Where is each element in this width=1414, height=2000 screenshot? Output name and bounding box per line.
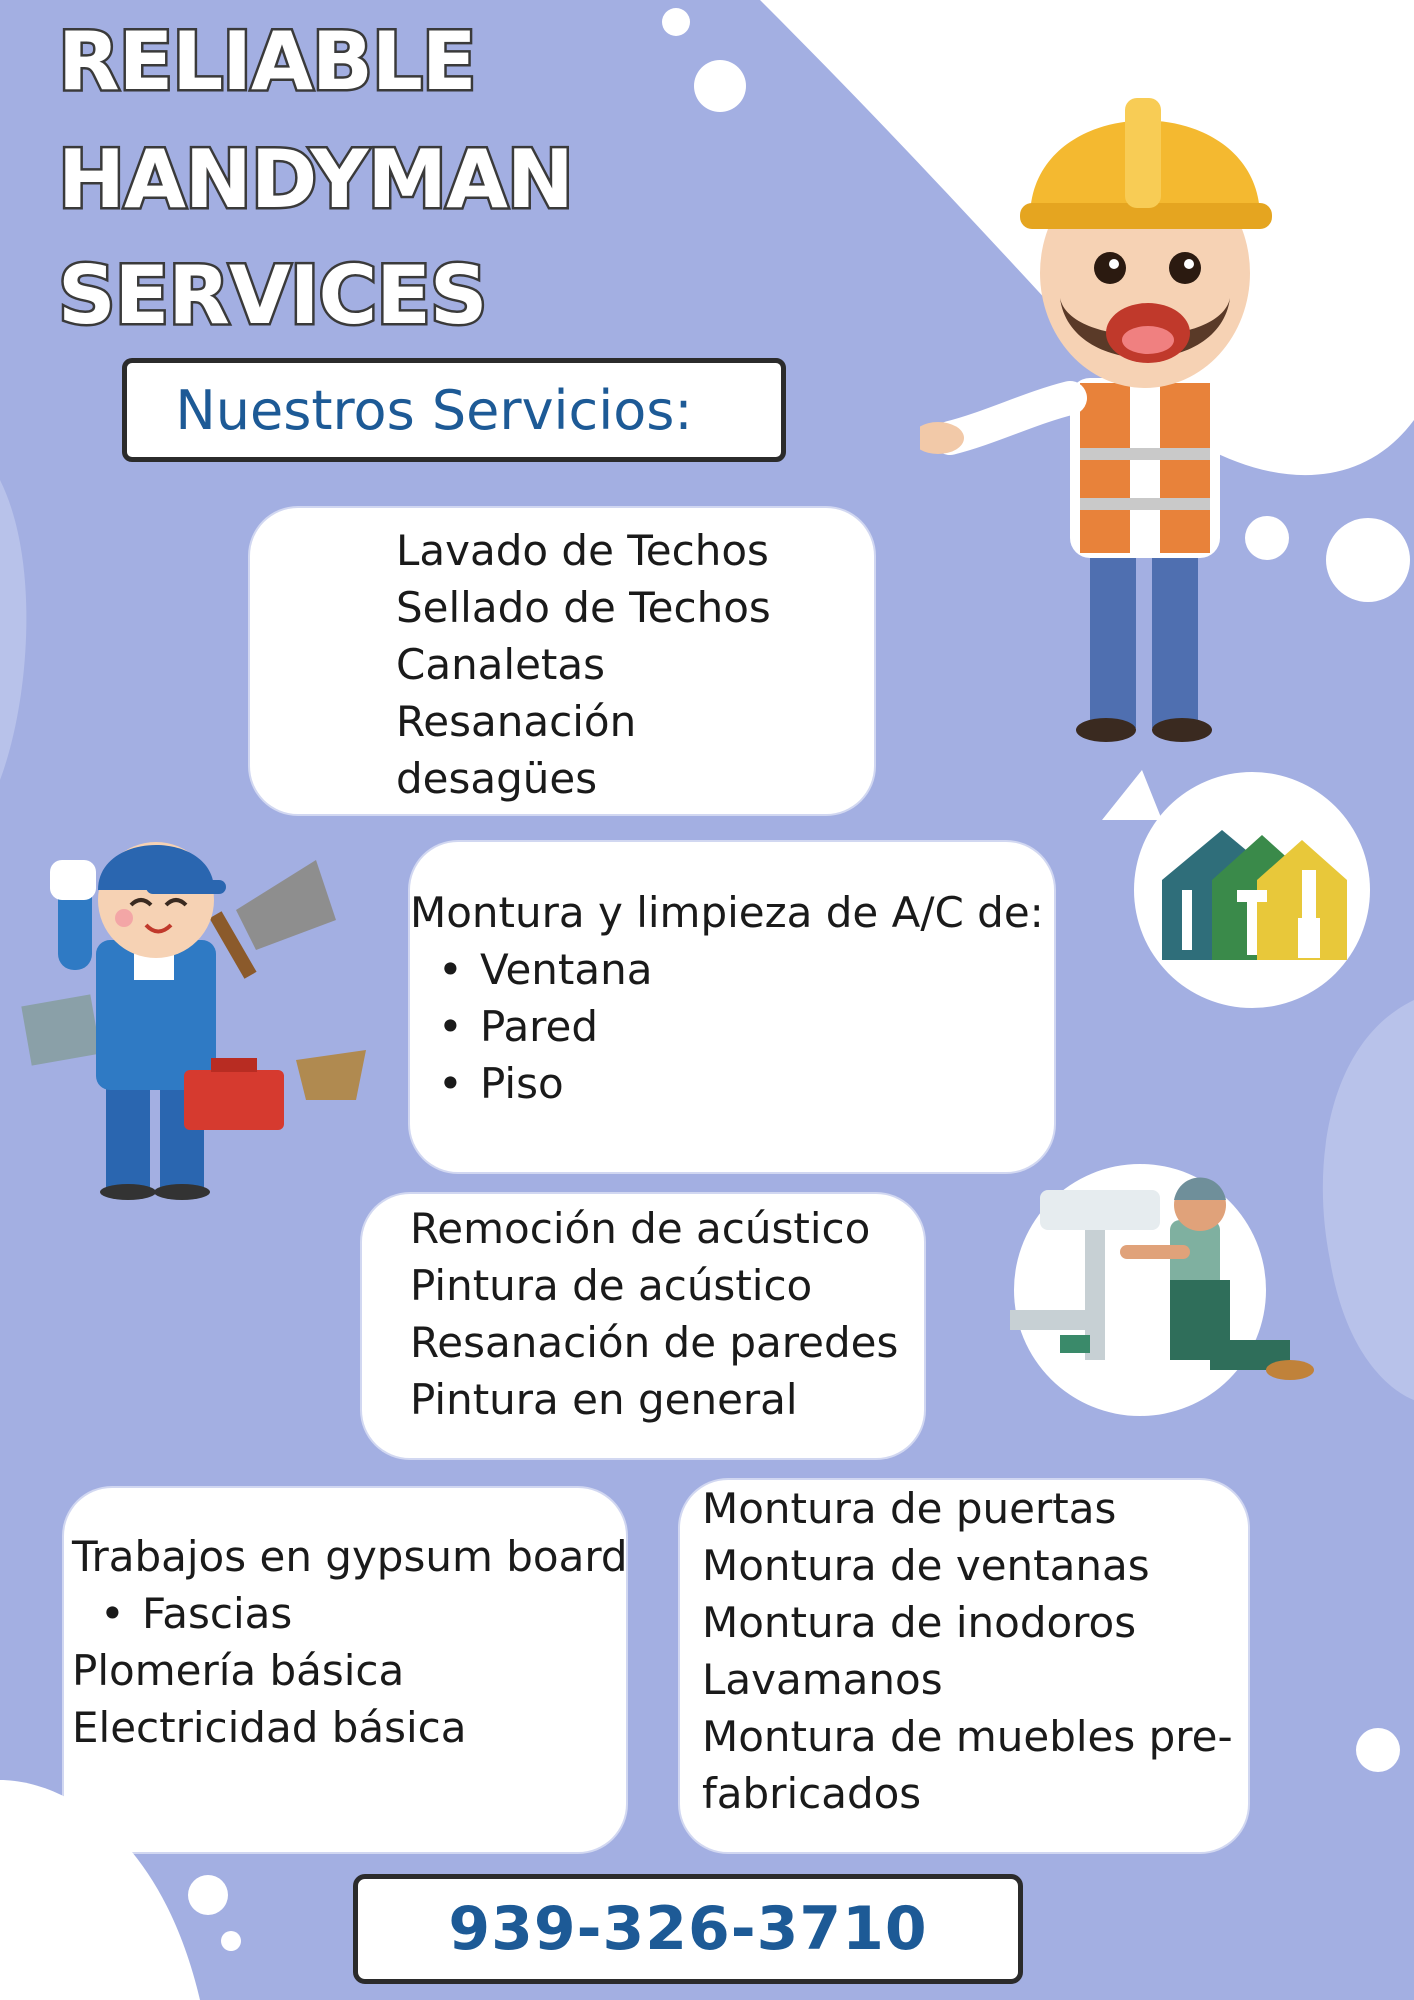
service-item: Montura de inodoros xyxy=(702,1598,1137,1647)
service-item: fabricados xyxy=(702,1769,922,1818)
service-item: Pintura de acústico xyxy=(410,1261,813,1310)
service-item: Electricidad básica xyxy=(72,1703,467,1752)
bullet-item: • Ventana xyxy=(410,941,1044,998)
service-item: Pintura en general xyxy=(410,1375,798,1424)
service-item: Montura de ventanas xyxy=(702,1541,1150,1590)
handyman-hardhat-icon xyxy=(920,28,1340,748)
service-item: desagües xyxy=(396,754,598,803)
title-line-3: SERVICES xyxy=(58,249,487,342)
house-tools-logo-icon xyxy=(1072,760,1372,1020)
plumber-fixing-sink-icon xyxy=(990,1160,1330,1430)
worker-with-tools-icon xyxy=(16,800,376,1200)
service-item: Lavamanos xyxy=(702,1655,943,1704)
bullet-item: • Fascias xyxy=(72,1585,628,1642)
service-item: Plomería básica xyxy=(72,1646,405,1695)
service-card-ac xyxy=(410,842,1054,1172)
service-item: Canaletas xyxy=(396,640,606,689)
services-heading: Nuestros Servicios: xyxy=(175,378,693,442)
service-card-installation xyxy=(680,1480,1248,1852)
title-line-1: RELIABLE xyxy=(58,15,476,108)
service-card-roofs xyxy=(250,508,874,814)
service-item: Montura de muebles pre- xyxy=(702,1712,1233,1761)
services-heading-box xyxy=(122,358,786,462)
service-item: Resanación xyxy=(396,697,637,746)
service-item: Resanación de paredes xyxy=(410,1318,899,1367)
service-item: Sellado de Techos xyxy=(396,583,771,632)
service-item-heading: Trabajos en gypsum board xyxy=(72,1532,628,1581)
bullet-item: • Piso xyxy=(410,1055,1044,1112)
phone-number-box xyxy=(353,1874,1023,1984)
service-card-gypsum xyxy=(64,1488,626,1852)
service-item: Montura de puertas xyxy=(702,1484,1117,1533)
service-item: Lavado de Techos xyxy=(396,526,769,575)
title-line-2: HANDYMAN xyxy=(58,133,573,226)
service-item-heading: Montura y limpieza de A/C de: xyxy=(410,888,1044,937)
bullet-item: • Pared xyxy=(410,998,1044,1055)
service-card-painting xyxy=(362,1194,924,1458)
service-item: Remoción de acústico xyxy=(410,1204,871,1253)
phone-number[interactable]: 939-326-3710 xyxy=(448,1894,928,1964)
